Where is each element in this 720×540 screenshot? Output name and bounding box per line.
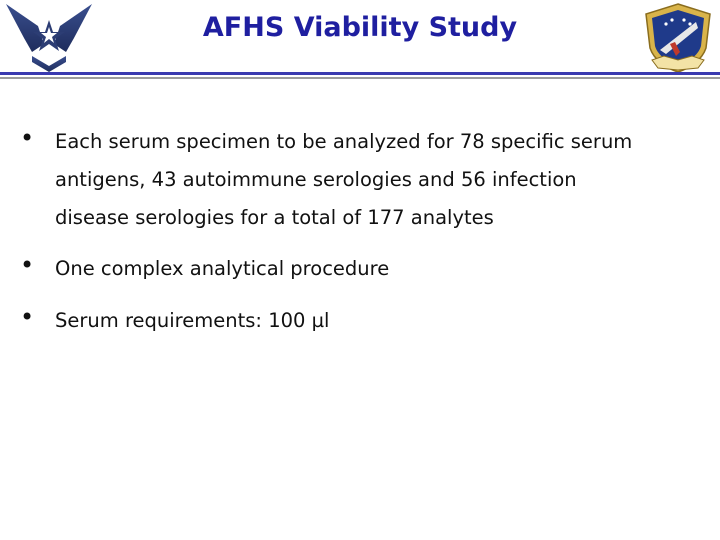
bullet-item-3 (20, 302, 690, 340)
air-force-wings-icon (2, 0, 96, 74)
shield-emblem-icon (640, 0, 716, 74)
bullet-line: One complex analytical procedure (55, 257, 390, 280)
bullet-dot: • (20, 303, 35, 331)
bullet-dot: • (20, 124, 35, 152)
shield-emblem-logo (640, 0, 716, 74)
bullet-item-2 (20, 250, 690, 288)
header-rule-blue (0, 72, 720, 75)
bullet-line: antigens, 43 autoimmune serologies and 56 infection (55, 168, 577, 191)
bullet-item-1 (20, 123, 690, 237)
slide-title: AFHS Viability Study (202, 12, 518, 43)
bullet-line: Each serum specimen to be analyzed for 78 specific serum (55, 130, 633, 153)
bullet-dot: • (20, 251, 35, 279)
air-force-logo (2, 0, 96, 74)
header-rule-gray (0, 77, 720, 79)
bullet-line: disease serologies for a total of 177 analytes (55, 206, 494, 229)
bullet-line: Serum requirements: 100 µl (55, 309, 330, 332)
